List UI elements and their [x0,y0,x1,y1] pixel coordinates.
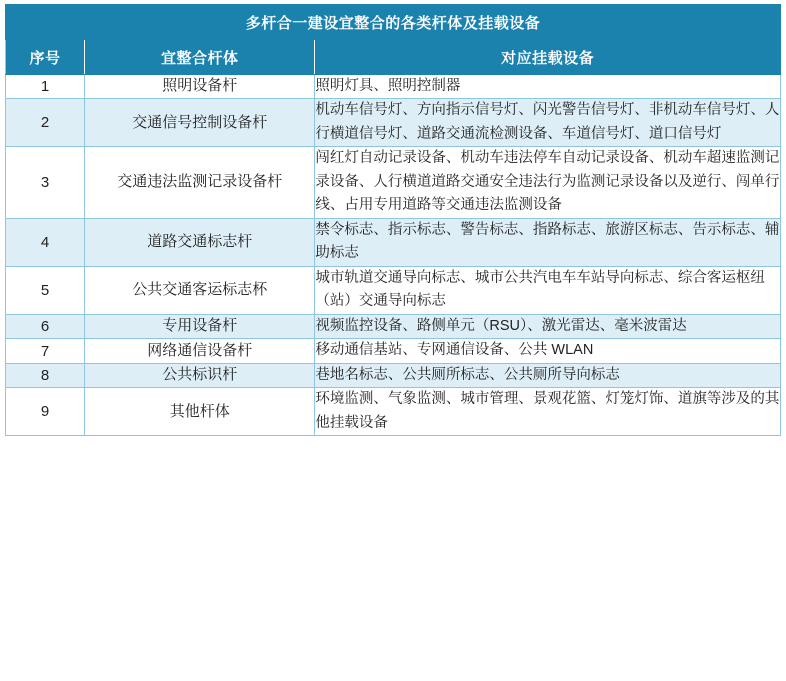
cell-pole: 公共交通客运标志杯 [85,266,315,314]
cell-index: 6 [6,314,85,338]
cell-pole: 交通违法监测记录设备杆 [85,147,315,218]
cell-index: 8 [6,363,85,387]
cell-devices: 移动通信基站、专网通信设备、公共 WLAN [315,339,781,363]
table-row [6,266,781,314]
cell-pole: 交通信号控制设备杆 [85,99,315,147]
cell-pole: 道路交通标志杆 [85,218,315,266]
pole-integration-table [5,4,781,436]
cell-devices: 视频监控设备、路侧单元（RSU）、激光雷达、毫米波雷达 [315,314,781,338]
cell-index: 2 [6,99,85,147]
cell-index: 1 [6,75,85,99]
table-title-row [6,5,781,40]
table-row [6,388,781,436]
table-body [6,5,781,436]
table-row [6,147,781,218]
cell-pole: 公共标识杆 [85,363,315,387]
table-header-row [6,40,781,75]
cell-devices: 机动车信号灯、方向指示信号灯、闪光警告信号灯、非机动车信号灯、人行横道信号灯、道路交通流检测设备、车道信号灯、道口信号灯 [315,99,781,147]
cell-devices: 照明灯具、照明控制器 [315,75,781,99]
cell-index: 3 [6,147,85,218]
table-row [6,75,781,99]
cell-devices: 闯红灯自动记录设备、机动车违法停车自动记录设备、机动车超速监测记录设备、人行横道道路交通安全违法行为监测记录设备以及逆行、闯单行线、占用专用道路等交通违法监测设备 [315,147,781,218]
cell-index: 9 [6,388,85,436]
table-row [6,339,781,363]
column-header-pole: 宜整合杆体 [85,40,315,75]
cell-devices: 环境监测、气象监测、城市管理、景观花篮、灯笼灯饰、道旗等涉及的其他挂载设备 [315,388,781,436]
cell-pole: 其他杆体 [85,388,315,436]
cell-devices: 禁令标志、指示标志、警告标志、指路标志、旅游区标志、告示标志、辅助标志 [315,218,781,266]
cell-index: 7 [6,339,85,363]
cell-pole: 网络通信设备杆 [85,339,315,363]
cell-pole: 专用设备杆 [85,314,315,338]
cell-index: 4 [6,218,85,266]
column-header-index: 序号 [6,40,85,75]
cell-devices: 巷地名标志、公共厕所标志、公共厕所导向标志 [315,363,781,387]
table-title: 多杆合一建设宜整合的各类杆体及挂载设备 [6,5,781,40]
table-row [6,99,781,147]
cell-pole: 照明设备杆 [85,75,315,99]
table-row [6,363,781,387]
table-row [6,314,781,338]
cell-index: 5 [6,266,85,314]
column-header-devices: 对应挂载设备 [315,40,781,75]
table-row [6,218,781,266]
cell-devices: 城市轨道交通导向标志、城市公共汽电车车站导向标志、综合客运枢纽（站）交通导向标志 [315,266,781,314]
